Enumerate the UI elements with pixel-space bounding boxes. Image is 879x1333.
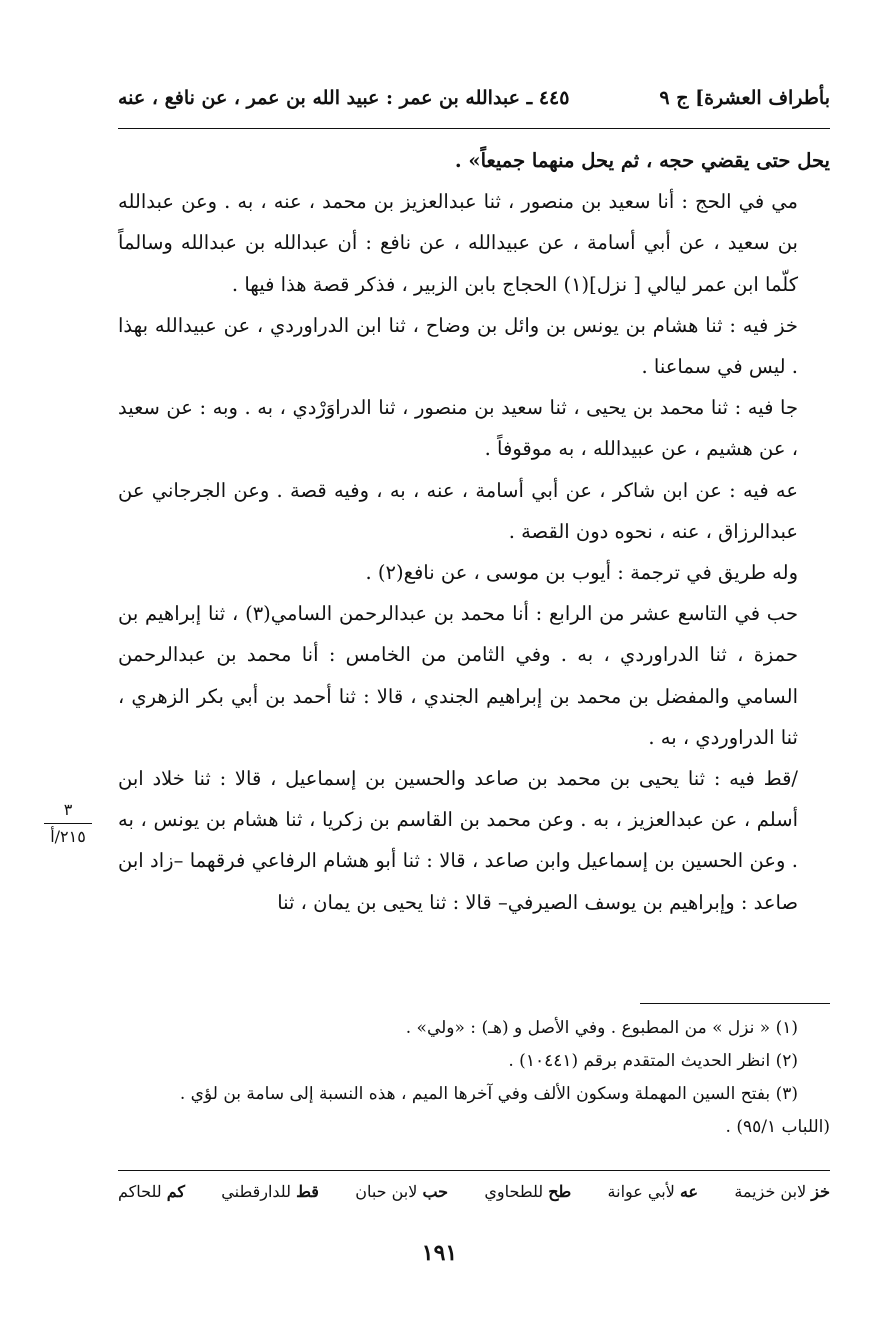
footnote-3: (٣) بفتح السين المهملة وسكون الألف وفي آخرها الميم ، هذه النسبة إلى سامة بن لؤي . [179,1084,798,1104]
margin-folio: ٢١٥/أ [50,827,86,846]
page-number: ١٩١ [421,1240,458,1266]
paragraph-khz: خز فيه : ثنا هشام بن يونس بن وائل بن وضاح ، ثنا ابن الدراوردي ، عن عبيدالله بهذا . ليس في سماعنا . [118,313,798,379]
footnote-1: (١) « نزل » من المطبوع . وفي الأصل و (هـ) : «ولي» . [405,1018,798,1038]
manuscript-margin-reference [38,800,98,847]
paragraph-ah: عه فيه : عن ابن شاكر ، عن أبي أسامة ، عنه ، به ، وفيه قصة . وعن الجرجاني عن عبدالرزاق ، عنه ، نحوه دون القصة . [118,478,798,543]
main-text [118,140,830,923]
paragraph-ja: جا فيه : ثنا محمد بن يحيى ، ثنا سعيد بن منصور ، ثنا الدراوَرْدي ، به . وبه : عن سعيد ، عن هشيم ، عن عبيدالله ، به موقوفاً . [118,396,798,461]
abbreviation-key [118,1182,830,1201]
margin-number: ٣ [63,800,73,819]
abbr-item: كم للحاكم [118,1182,185,1201]
header-rule [118,128,830,129]
abbr-item: حب لابن حبان [355,1182,449,1201]
paragraph-qt: /قط فيه : ثنا يحيى بن محمد بن صاعد والحسين بن إسماعيل ، قالا : ثنا خلاد ابن أسلم ، عن عبدالعزيز ، به . وعن محمد بن القاسم بن زكريا ، ثنا هشام بن يونس ، به . وعن الحسين بن إسماعيل وابن صاعد ، قالا : ثنا أبو هشام الرفاعي فرقهما –زاد ابن صاعد : وإبراهيم بن يوسف الصيرفي– قالا : ثنا يحيى بن يمان ، ثنا [118,767,798,914]
abbr-item: طح للطحاوي [484,1182,572,1201]
margin-divider [44,823,92,824]
paragraph-tariq: وله طريق في ترجمة : أيوب بن موسى ، عن نافع(٢) . [365,561,798,585]
footnote-3-continuation: (اللباب ٩٥/١) . [725,1117,830,1137]
footnotes [118,1012,830,1144]
paragraph-mi: مي في الحج : أنا سعيد بن منصور ، ثنا عبدالعزيز بن محمد ، عنه ، به . وعن عبدالله بن سعيد ، عن أبي أسامة ، عن عبيدالله ، عن نافع : أن عبدالله بن عبدالله وسالماً كلّما ابن عمر ليالي [ نزل](١) الحجاج بابن الزبير ، فذكر قصة هذا فيها . [118,190,798,296]
footnote-2: (٢) انظر الحديث المتقدم برقم (١٠٤٤١) . [508,1051,798,1071]
abbr-item: قط للدارقطني [221,1182,319,1201]
abbr-item: عه لأبي عوانة [607,1182,699,1201]
paragraph-hb: حب في التاسع عشر من الرابع : أنا محمد بن عبدالرحمن السامي(٣) ، ثنا إبراهيم بن حمزة ، ثنا الدراوردي ، به . وفي الثامن من الخامس : أنا محمد بن عبدالرحمن السامي والمفضل بن محمد بن إبراهيم الجندي ، قالا : ثنا أحمد بن أبي بكر الزهري ، ثنا الدراوردي ، به . [118,602,798,749]
text-line-continuation: يحل حتى يقضي حجه ، ثم يحل منهما جميعاً» . [454,149,830,172]
abbr-item: خز لابن خزيمة [734,1182,830,1201]
abbreviations-rule [118,1170,830,1171]
header-volume-title: بأطراف العشرة] ج ٩ [659,87,830,109]
header-hadith-title: ٤٤٥ ـ عبدالله بن عمر : عبيد الله بن عمر ، عن نافع ، عنه [118,87,570,109]
footnote-rule [640,1003,830,1004]
running-header [118,78,830,118]
